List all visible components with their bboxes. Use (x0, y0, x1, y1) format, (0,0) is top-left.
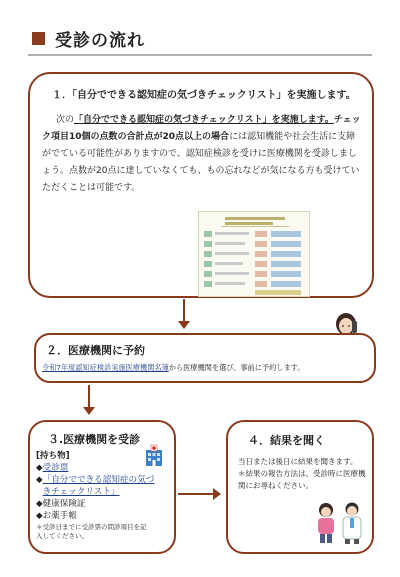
step3-box (28, 420, 176, 554)
item-visit-form-link[interactable]: 受診票 (42, 463, 69, 473)
list-item: ◆お薬手帳 (36, 511, 77, 521)
page-title: 受診の流れ (55, 31, 145, 51)
list-item: ◆受診票 (36, 463, 69, 473)
step4-title: ４．結果を聞く (248, 434, 325, 447)
step2-text (42, 363, 304, 373)
doctor-patient-illustration (312, 500, 368, 544)
step2-rest-text: から医療機関を選び、事前に予約します。 (168, 363, 305, 372)
item-medicine-notebook: お薬手帳 (42, 511, 77, 521)
step4-text (238, 456, 370, 492)
flow-arrow-1 (183, 299, 185, 327)
step2-box (34, 333, 376, 383)
page-title-block (28, 24, 372, 56)
step1-title: １．「自分でできる認知症の気づきチェックリスト」を実施します。 (52, 90, 356, 101)
step4-line1: 当日または後日に結果を聞きます。 (238, 457, 358, 466)
step1-box (28, 72, 374, 298)
checklist-thumbnail-icon[interactable] (198, 211, 310, 297)
step1-checklist-link[interactable]: 「自分でできる認知症の気づきチェックリスト」を実施します。 (74, 115, 334, 125)
flow-arrow-2 (88, 385, 90, 413)
step3-note: ＊受診日までに受診票の問診項目を記入してください。 (36, 523, 147, 540)
step4-box (226, 420, 374, 554)
step1-lead: 次の (56, 115, 75, 125)
step1-paragraph (42, 112, 362, 197)
step2-facility-list-link[interactable]: 令和7年度認知症検診実施医療機関名簿 (42, 363, 169, 372)
item-insurance-card: 健康保険証 (42, 499, 86, 509)
list-item: ◆ 「自分でできる認知症の気づきチェックリスト」 (36, 474, 159, 498)
step1-bold-text: チェック項目10個の点数の合計点が20点以上の場合 (42, 115, 361, 142)
step3-items (36, 450, 159, 541)
step2-title: ２．医療機関に予約 (46, 344, 145, 357)
step3-title: ３.医療機関を受診 (48, 433, 141, 446)
items-heading: [持ち物] (36, 451, 70, 461)
list-item: ◆健康保険証 (36, 499, 86, 509)
step1-rest-text: には認知機能や社会生活に支障がでている可能性がありますので、認知症検診を受けに医療機関を受診しましょう。点数が20点に達していなくても、もの忘れなどが気になる方も受けていただくことは可能です。 (42, 132, 360, 193)
item-checklist-link[interactable]: 「自分でできる認知症の気づきチェックリスト」 (42, 475, 155, 497)
title-divider (28, 54, 372, 56)
title-square-icon (32, 32, 45, 45)
flow-arrow-3 (178, 493, 218, 495)
step4-line2: ＊結果の報告方法は、受診時に医療機関にお尋ねください。 (238, 469, 366, 490)
